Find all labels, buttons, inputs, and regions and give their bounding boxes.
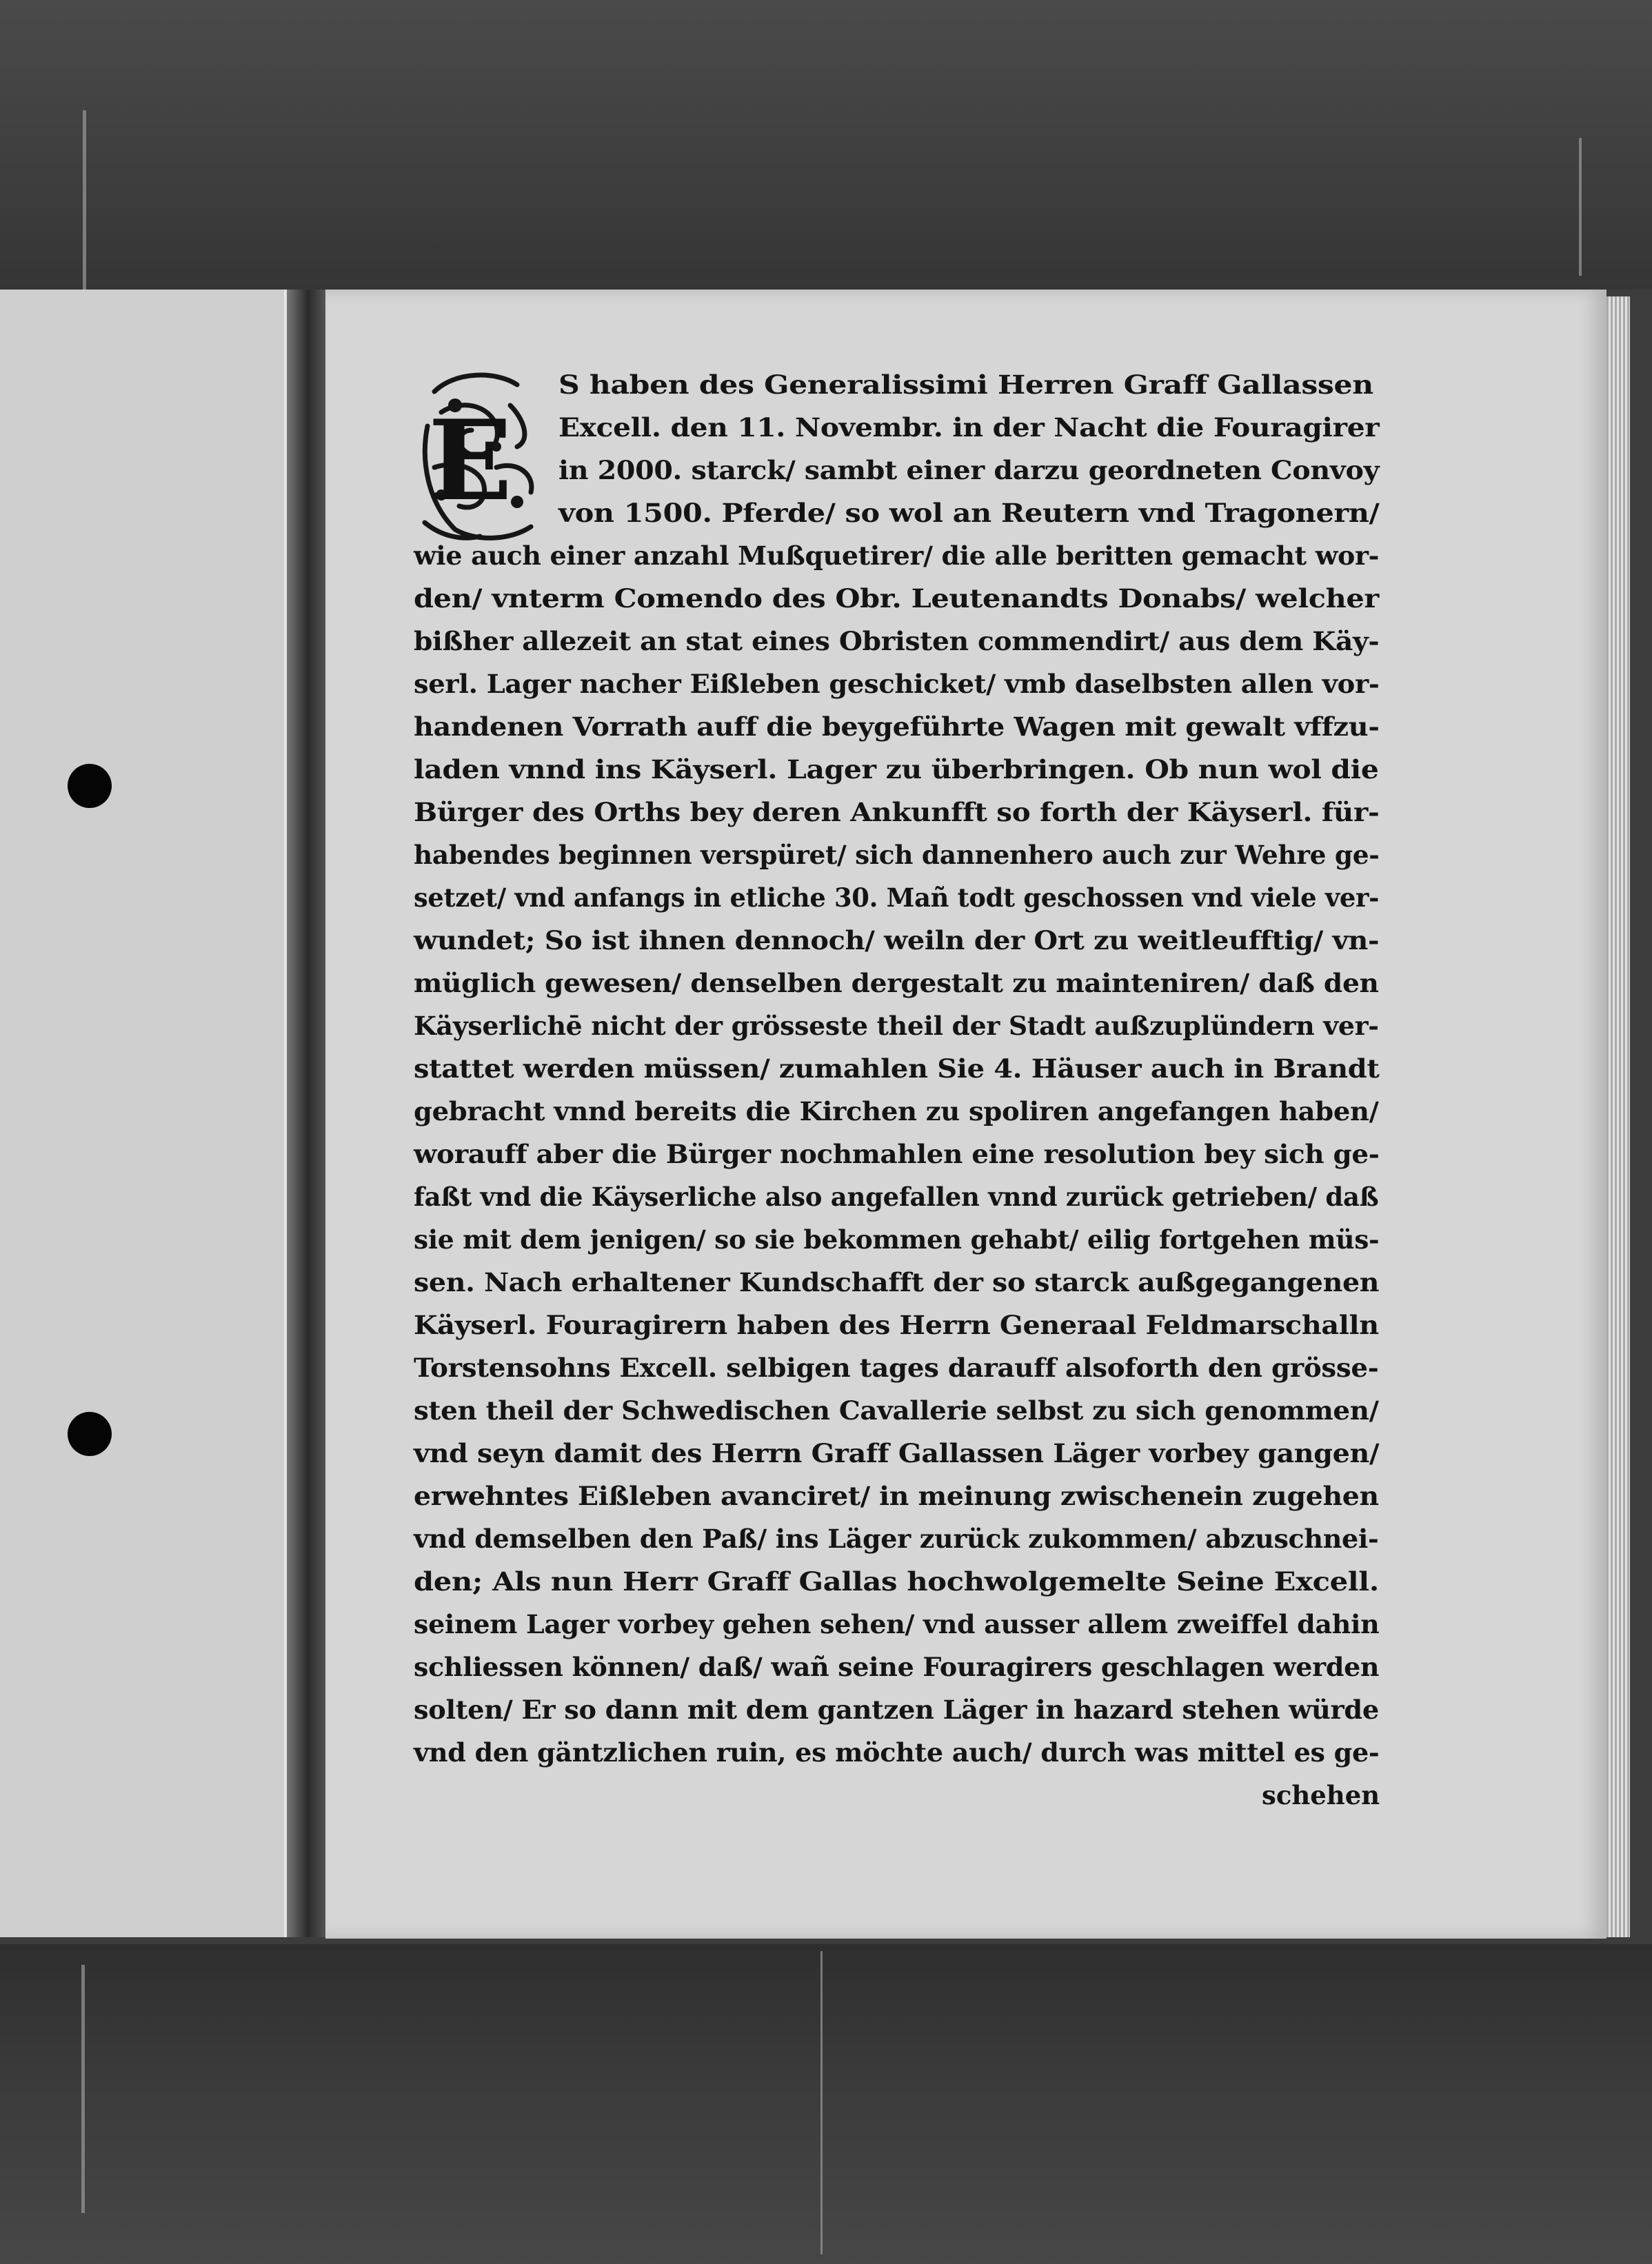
text-line: seinem Lager vorbey gehen sehen/ vnd ausser allem zweiffel dahin (414, 1609, 1380, 1639)
text-line: erwehntes Eißleben avanciret/ in meinung zwischenein zugehen (414, 1481, 1379, 1511)
text-line: Torstensohns Excell. selbigen tages darauff alsoforth den grösse- (414, 1353, 1379, 1383)
film-scratch (820, 1951, 823, 2254)
text-line: Käyserlichē nicht der grösseste theil der Stadt außzuplündern ver- (414, 1011, 1379, 1041)
text-line: stattet werden müssen/ zumahlen Sie 4. Häuser auch in Brandt (414, 1053, 1380, 1084)
film-scratch (81, 1965, 85, 2213)
text-line: setzet/ vnd anfangs in etliche 30. Mañ todt geschossen vnd viele ver- (414, 882, 1380, 913)
text-line: Excell. den 11. Novembr. in der Nacht die Fouragirer (558, 412, 1380, 443)
text-line: sen. Nach erhaltener Kundschafft der so starck außgegangenen (414, 1267, 1380, 1297)
punch-hole (68, 1412, 112, 1456)
background-top (0, 0, 1652, 290)
text-line: wundet; So ist ihnen dennoch/ weiln der Ort zu weitleufftig/ vn- (414, 925, 1380, 956)
film-scratch (1579, 138, 1582, 276)
text-line: vnd seyn damit des Herrn Graff Gallassen Läger vorbey gangen/ (414, 1438, 1380, 1468)
text-line: sten theil der Schwedischen Cavallerie selbst zu sich genommen/ (414, 1395, 1379, 1426)
text-line: in 2000. starck/ sambt einer darzu geordneten Convoy (558, 455, 1380, 485)
text-line: müglich gewesen/ denselben dergestalt zu mainteniren/ daß den (414, 968, 1379, 998)
text-line: wie auch einer anzahl Mußquetirer/ die alle beritten gemacht wor- (414, 540, 1380, 571)
text-block (414, 364, 1380, 1810)
page-edges (1606, 296, 1630, 1937)
text-line: solten/ Er so dann mit dem gantzen Läger in hazard stehen würde (414, 1695, 1379, 1725)
text-line: Bürger des Orths bey deren Ankunfft so forth der Käyserl. für- (414, 797, 1380, 827)
book-gutter (287, 290, 325, 1937)
text-line: S haben des Generalissimi Herren Graff Gallassen (558, 370, 1373, 400)
catchword: schehen (1262, 1780, 1380, 1810)
text-line: Käyserl. Fouragirern haben des Herrn Generaal Feldmarschalln (414, 1310, 1379, 1340)
text-line: worauff aber die Bürger nochmahlen eine resolution bey sich ge- (414, 1139, 1380, 1169)
text-line: den; Als nun Herr Graff Gallas hochwolgemelte Seine Excell. (414, 1566, 1379, 1597)
text-line: den/ vnterm Comendo des Obr. Leutenandts Donabs/ welcher (414, 583, 1379, 614)
initial-letter: E (428, 396, 512, 525)
text-line: laden vnnd ins Käyserl. Lager zu überbringen. Ob nun wol die (414, 754, 1379, 785)
text-line: von 1500. Pferde/ so wol an Reutern vnd Tragonern/ (558, 498, 1380, 528)
background-bottom (0, 1944, 1652, 2264)
text-line: sie mit dem jenigen/ so sie bekommen gehabt/ eilig fortgehen müs- (414, 1224, 1380, 1255)
text-line: faßt vnd die Käyserliche also angefallen vnnd zurück getrieben/ daß (414, 1182, 1379, 1212)
text-line: schliessen können/ daß/ wañ seine Fouragirers geschlagen werden (414, 1652, 1380, 1682)
decorated-initial (414, 364, 549, 546)
text-line: vnd den gäntzlichen ruin, es möchte auch/ durch was mittel es ge- (414, 1737, 1380, 1768)
text-line: gebracht vnnd bereits die Kirchen zu spoliren angefangen haben/ (414, 1096, 1379, 1126)
left-page (0, 290, 287, 1937)
text-line: vnd demselben den Paß/ ins Läger zurück zukommen/ abzuschnei- (414, 1524, 1379, 1554)
punch-hole (68, 764, 112, 808)
text-line: habendes beginnen verspüret/ sich dannenhero auch zur Wehre ge- (414, 840, 1380, 870)
text-line: bißher allezeit an stat eines Obristen commendirt/ aus dem Käy- (414, 626, 1380, 656)
film-scratch (83, 110, 86, 290)
text-line: handenen Vorrath auff die beygeführte Wagen mit gewalt vffzu- (414, 711, 1380, 742)
text-line: serl. Lager nacher Eißleben geschicket/ vmb daselbsten allen vor- (414, 669, 1380, 699)
